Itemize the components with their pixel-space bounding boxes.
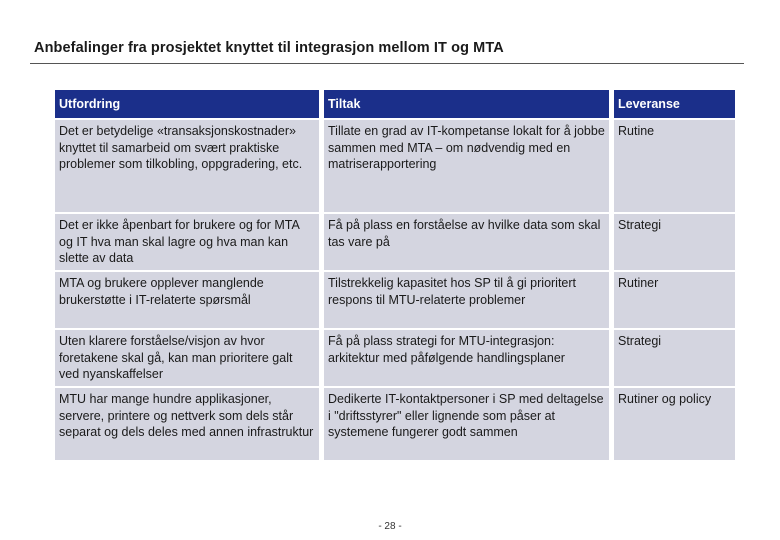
cell-tiltak: Tillate en grad av IT-kompetanse lokalt for å jobbe sammen med MTA – om nødvendig med en matriserapportering — [319, 120, 609, 212]
header-utfordring: Utfordring — [55, 90, 319, 118]
cell-leveranse: Rutiner og policy — [609, 388, 735, 460]
cell-utfordring: Det er ikke åpenbart for brukere og for MTA og IT hva man skal lagre og hva man kan slette av data — [55, 214, 319, 270]
page-number: - 28 - — [378, 521, 402, 532]
cell-leveranse: Strategi — [609, 214, 735, 270]
table-row — [55, 272, 735, 328]
title-divider — [30, 63, 744, 64]
cell-leveranse: Strategi — [609, 330, 735, 386]
cell-utfordring: MTU har mange hundre applikasjoner, servere, printere og nettverk som dels står separat og dels deles med annen infrastruktur — [55, 388, 319, 460]
cell-utfordring: Det er betydelige «transaksjonskostnader» knyttet til samarbeid om svært praktiske problemer som tilkobling, oppgradering, etc. — [55, 120, 319, 212]
cell-utfordring: Uten klarere forståelse/visjon av hvor foretakene skal gå, kan man prioritere galt ved nyanskaffelser — [55, 330, 319, 386]
page-title: Anbefalinger fra prosjektet knyttet til integrasjon mellom IT og MTA — [34, 40, 504, 56]
table-row — [55, 214, 735, 270]
cell-tiltak: Få på plass en forståelse av hvilke data som skal tas vare på — [319, 214, 609, 270]
cell-utfordring: MTA og brukere opplever manglende brukerstøtte i IT-relaterte spørsmål — [55, 272, 319, 328]
header-leveranse: Leveranse — [609, 90, 735, 118]
table-header-row — [55, 90, 735, 118]
recommendations-table — [55, 88, 735, 462]
table-row — [55, 388, 735, 460]
cell-leveranse: Rutiner — [609, 272, 735, 328]
cell-tiltak: Få på plass strategi for MTU-integrasjon: arkitektur med påfølgende handlingsplaner — [319, 330, 609, 386]
cell-tiltak: Dedikerte IT-kontaktpersoner i SP med deltagelse i "driftsstyrer" eller lignende som påser at systemene fungerer godt sammen — [319, 388, 609, 460]
header-tiltak: Tiltak — [319, 90, 609, 118]
cell-leveranse: Rutine — [609, 120, 735, 212]
table-row — [55, 330, 735, 386]
cell-tiltak: Tilstrekkelig kapasitet hos SP til å gi prioritert respons til MTU-relaterte problemer — [319, 272, 609, 328]
table-row — [55, 120, 735, 212]
